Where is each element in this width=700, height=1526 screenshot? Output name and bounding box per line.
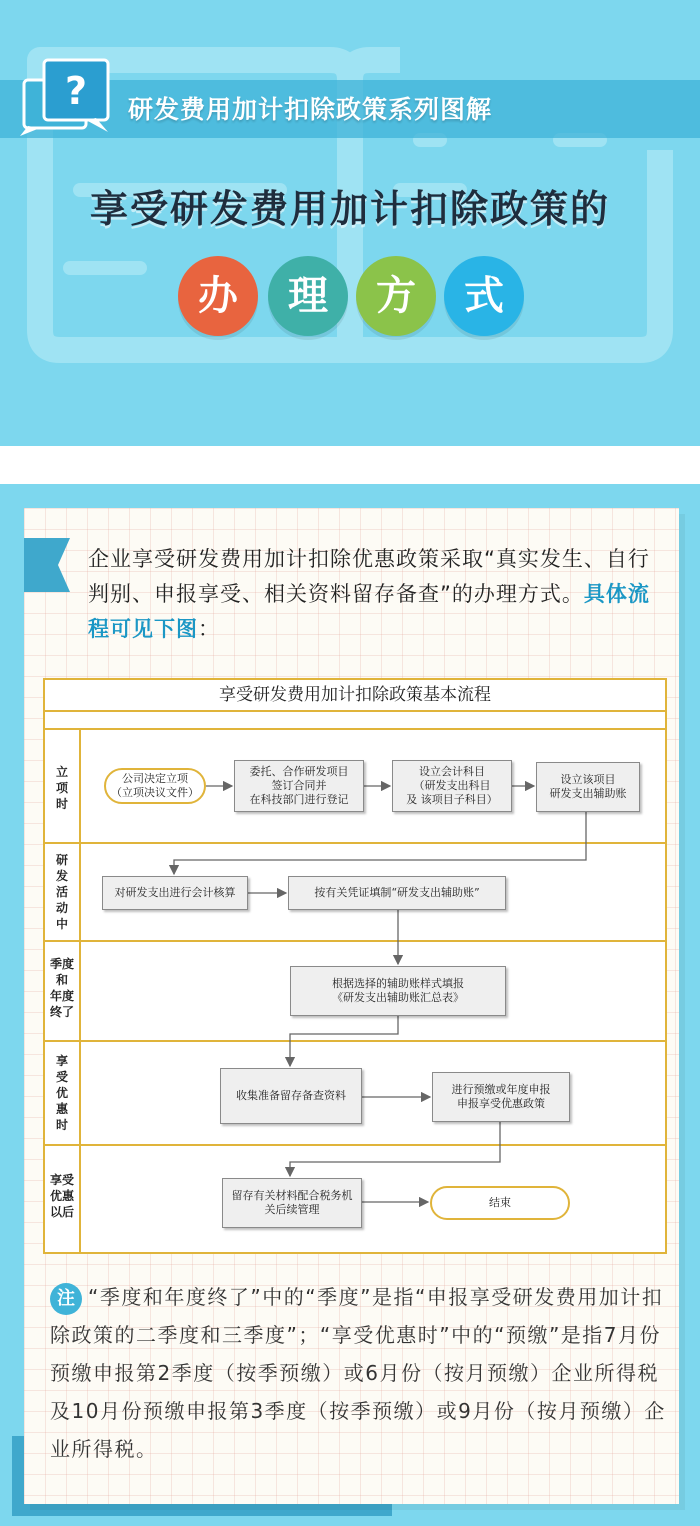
node-set-account: 设立会计科目 （研发支出科目 及 该项目子科目）: [392, 760, 512, 812]
lane-label-rd-activity: 研 发 活 动 中: [55, 853, 68, 931]
lane-label-project: 立 项 时: [55, 765, 68, 811]
circle-char-1: 办: [178, 256, 258, 336]
note-text: “季度和年度终了”中的“季度”是指“申报享受研发费用加计扣除政策的二季度和三季度”；“享受优惠时”中的“预缴”是指7月份预缴申报第2季度（按季预缴）或6月份（按月预缴）企业所得税及10月份预缴申报第3季度（按季预缴）或9月份（按月预缴）企业所得税。: [50, 1285, 666, 1461]
page-title: 享受研发费用加计扣除政策的: [89, 187, 610, 231]
node-declare: 进行预缴或年度申报 申报享受优惠政策: [432, 1072, 570, 1122]
lane-label-period-end: 季度 和 年度 终了: [49, 957, 74, 1019]
note-badge: 注: [50, 1283, 82, 1315]
circle-char-4: 式: [444, 256, 524, 336]
svg-text:?: ?: [64, 69, 88, 113]
node-start: 公司决定立项 （立项决议文件）: [104, 768, 206, 804]
node-entrust-contract: 委托、合作研发项目 签订合同并 在科技部门进行登记: [234, 760, 364, 812]
series-title: 研发费用加计扣除政策系列图解: [128, 95, 493, 124]
node-retain-materials: 留存有关材料配合税务机 关后续管理: [222, 1178, 362, 1228]
intro-tail: ：: [198, 617, 220, 641]
node-accounting: 对研发支出进行会计核算: [102, 876, 248, 910]
node-collect-materials: 收集准备留存备查资料: [220, 1068, 362, 1124]
node-set-ledger: 设立该项目 研发支出辅助账: [536, 762, 640, 812]
node-end: 结束: [430, 1186, 570, 1220]
circle-char-2: 理: [268, 256, 348, 336]
intro-highlight: 具体流程可见下图: [88, 582, 650, 641]
node-summary-table: 根据选择的辅助账样式填报 《研发支出辅助账汇总表》: [290, 966, 506, 1016]
note-paragraph: [50, 1278, 668, 1468]
intro-text: 企业享受研发费用加计扣除优惠政策采取“真实发生、自行判别、申报享受、相关资料留存备查”的办理方式。: [88, 547, 650, 606]
lane-label-after: 享受 优惠 以后: [49, 1173, 74, 1219]
lane-label-enjoy: 享 受 优 惠 时: [55, 1054, 68, 1132]
node-fill-ledger: 按有关凭证填制“研发支出辅助账”: [288, 876, 506, 910]
flowchart-title: 享受研发费用加计扣除政策基本流程: [219, 685, 491, 705]
circle-char-3: 方: [356, 256, 436, 336]
